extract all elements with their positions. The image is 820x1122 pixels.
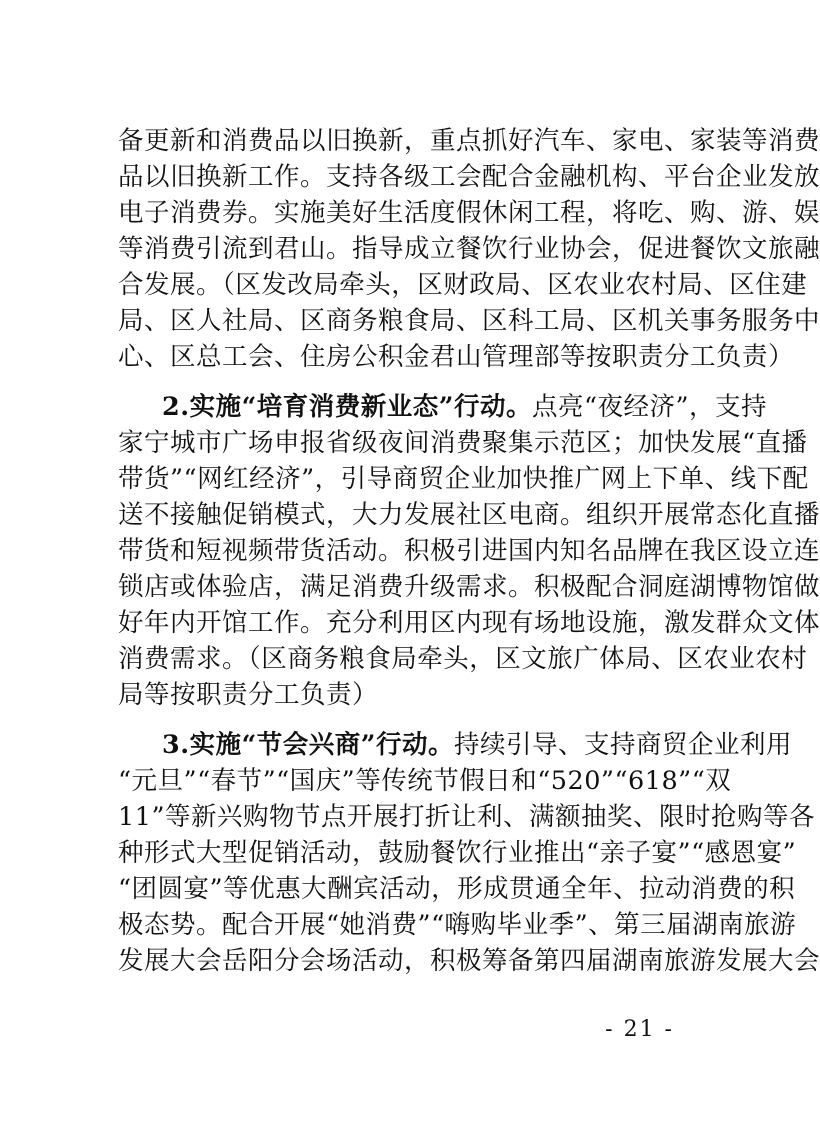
line-text: 备更新和消费品以旧换新，重点抓好汽车、家电、家装等消费 — [118, 126, 820, 156]
section-heading: 2.实施“培育消费新业态”行动。 — [162, 392, 532, 422]
line-text: “元旦”“春节”“国庆”等传统节假日和“520”“618”“双 — [118, 766, 732, 796]
body-line — [118, 196, 820, 230]
body-line — [118, 764, 732, 798]
line-text: 送不接触促销模式，大力发展社区电商。组织开展常态化直播 — [118, 500, 820, 530]
body-line — [118, 944, 820, 978]
line-text: 锁店或体验店，满足消费升级需求。积极配合洞庭湖博物馆做 — [118, 572, 820, 602]
body-line — [118, 426, 808, 460]
page-number: - 21 - — [605, 1017, 674, 1042]
line-text: 消费需求。（区商务粮食局牵头，区文旅广体局、区农业农村 — [118, 644, 808, 674]
body-line — [118, 570, 820, 604]
body-line — [118, 124, 820, 158]
section-line — [162, 728, 792, 762]
line-text: 点亮“夜经济”，支持 — [531, 392, 768, 422]
body-line — [118, 872, 796, 906]
line-text: 种形式大型促销活动，鼓励餐饮行业推出“亲子宴”“感恩宴” — [118, 838, 797, 868]
body-line — [118, 678, 690, 712]
line-text: 合发展。（区发改局牵头，区财政局、区农业农村局、区住建 — [118, 270, 808, 300]
line-text: 心、区总工会、住房公积金君山管理部等按职责分工负责） — [118, 342, 795, 372]
body-line — [118, 160, 820, 194]
line-text: 11”等新兴购物节点开展打折让利、满额抽奖、限时抢购等各 — [118, 802, 815, 832]
line-text: 局等按职责分工负责） — [118, 680, 379, 710]
line-text: 好年内开馆工作。充分利用区内现有场地设施，激发群众文体 — [118, 608, 820, 638]
section-line — [162, 390, 768, 424]
body-line — [118, 268, 808, 302]
body-line — [118, 534, 820, 568]
line-text: 极态势。配合开展“她消费”“嗨购毕业季”、第三届湖南旅游 — [118, 910, 797, 940]
body-line — [118, 836, 797, 870]
line-text: 等消费引流到君山。指导成立餐饮行业协会，促进餐饮文旅融 — [118, 234, 820, 264]
body-line — [118, 498, 820, 532]
body-line — [118, 232, 820, 266]
line-text: 持续引导、支持商贸企业利用 — [453, 730, 792, 760]
line-text: 品以旧换新工作。支持各级工会配合金融机构、平台企业发放 — [118, 162, 820, 192]
line-text: “团圆宴”等优惠大酬宾活动，形成贯通全年、拉动消费的积 — [118, 874, 796, 904]
body-line — [118, 606, 820, 640]
line-text: 带货”“网红经济”，引导商贸企业加快推广网上下单、线下配 — [118, 464, 809, 494]
section-heading: 3.实施“节会兴商”行动。 — [162, 730, 454, 760]
line-text: 家宁城市广场申报省级夜间消费聚集示范区；加快发展“直播 — [118, 428, 808, 458]
line-text: 局、区人社局、区商务粮食局、区科工局、区机关事务服务中 — [118, 306, 820, 336]
body-line — [118, 462, 809, 496]
body-line — [118, 340, 795, 374]
body-line — [118, 800, 815, 834]
body-line — [118, 642, 808, 676]
line-text: 发展大会岳阳分会场活动，积极筹备第四届湖南旅游发展大会 — [118, 946, 820, 976]
line-text: 带货和短视频带货活动。积极引进国内知名品牌在我区设立连 — [118, 536, 820, 566]
line-text: 电子消费券。实施美好生活度假休闲工程，将吃、购、游、娱 — [118, 198, 820, 228]
body-line — [118, 304, 820, 338]
body-line — [118, 908, 797, 942]
